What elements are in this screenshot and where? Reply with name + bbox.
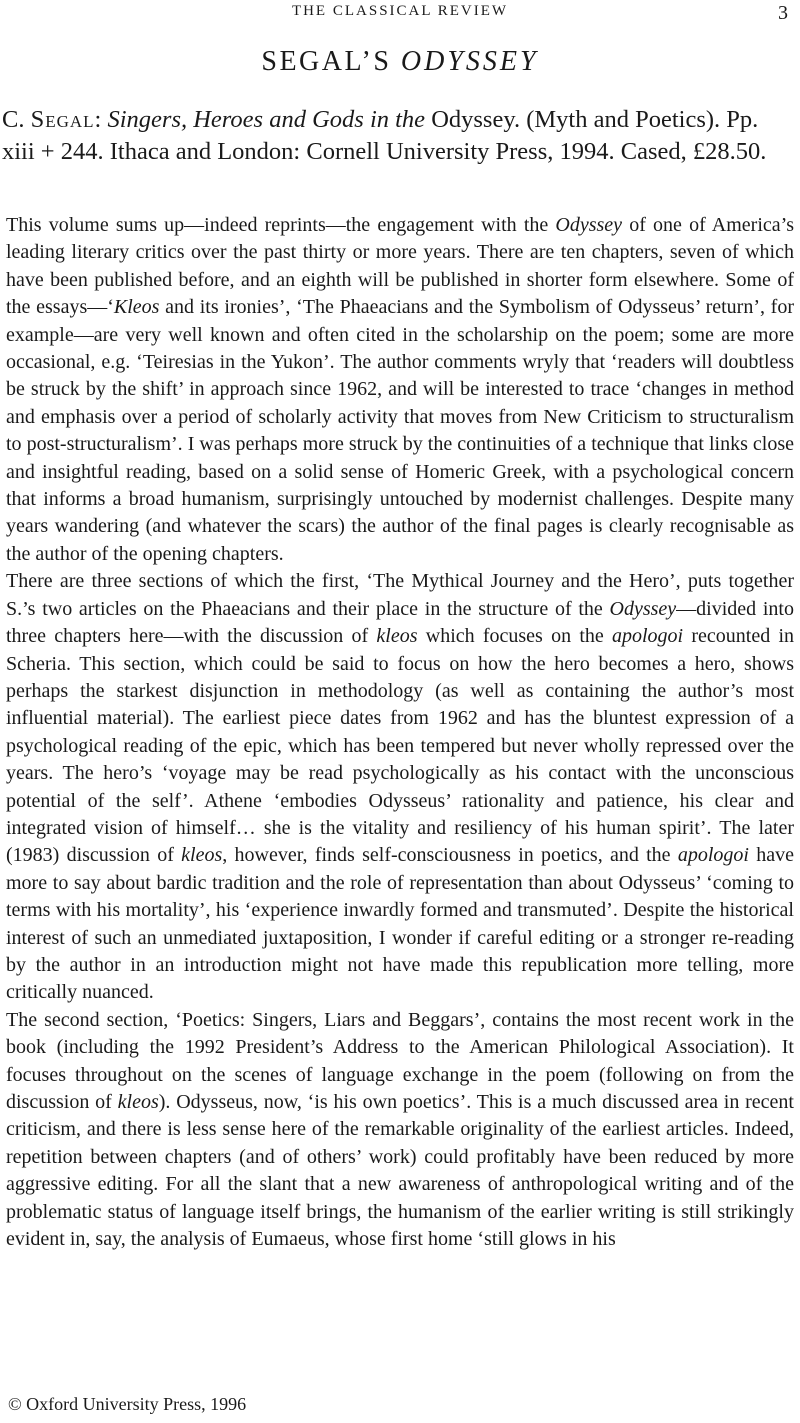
paragraph-text: This volume sums up—indeed reprints—the engagement with the — [6, 214, 556, 236]
paragraph-text: and its ironies’, ‘The Phaeacians and the Symbolism of Odysseus’ return’, for example—are very well known and often cited in the scholarship on the poem; some are more occasional, e.g. ‘Teiresias in the Yukon’. The author comments wryly that ‘readers will doubtless be struck by the shift’ in approach since 1962, and will be interested to trace ‘changes in method and emphasis over a period of scholarly activity that moves from New Criticism to structuralism to post-structuralism’. I was perhaps more struck by the continuities of a technique that links close and insightful reading, based on a solid sense of Homeric Greek, with a psychological concern that informs a broad humanism, surprisingly untouched by modernist challenges. Despite many years wandering (and whatever the scars) the author of the final pages is clearly recognisable as the author of the opening chapters. — [6, 296, 795, 565]
citation-author-name: Segal — [30, 106, 95, 133]
italic-term: Kleos — [113, 296, 160, 319]
citation-book-title: Singers, Heroes and Gods in the — [107, 106, 426, 133]
article-title-italic: ODYSSEY — [400, 46, 539, 77]
paragraph-text: —divided into three chapters here—with the discussion of — [6, 597, 794, 648]
paragraph-text: recounted in Scheria. This section, which could be said to focus on how the hero becomes a hero, shows perhaps the starkest disjunction in methodology (as well as containing the author’s most influential material). The earliest piece dates from 1962 and has the bluntest expression of a psychological reading of the epic, which has been tempered but never wholly repressed over the years. The hero’s ‘voyage may be read psychologically as his contact with the unconscious potential of the self’. Athene ‘embodies Odysseus’ rationality and patience, his clear and integrated vision of himself… she is the vitality and resiliency of his human spirit’. The later (1983) discussion of — [6, 625, 795, 867]
article-title-prefix: SEGAL’S — [261, 46, 401, 77]
paragraph-text: ). Odysseus, now, ‘is his own poetics’. This is a much discussed area in recent criticism, and there is less sense here of the remarkable originality of the earliest articles. Indeed, repetition between chapters (and of others’ work) could profitably have been reduced by more aggressive editing. For all the slant that a new awareness of anthropological writing and of the problematic status of language itself brings, the humanism of the earlier writing is still strikingly evident in, say, the analysis of Eumaeus, whose first home ‘still glows in his — [6, 1091, 794, 1251]
body-paragraph — [6, 212, 794, 568]
citation-details: (Myth and Poetics). Pp. xiii + 244. Ithaca and London: Cornell University Press, 1994. Cased, £28.50. — [2, 106, 767, 165]
italic-term: apologoi — [677, 844, 749, 867]
citation-book-title-tail: Odyssey. — [425, 106, 521, 133]
italic-term: Odyssey — [555, 214, 623, 236]
paragraph-text: have more to say about bardic tradition and the role of representation than about Odysseus’ ‘coming to terms with his mortality’, his ‘experience inwardly formed and transmuted’. Despite the historical interest of such an unmediated juxtaposition, I wonder if careful editing or a stronger re-reading by the author in an introduction might not have made this republication more telling, more critically nuanced. — [6, 844, 794, 1004]
paragraph-text: , however, finds self-consciousness in poetics, and the — [222, 844, 678, 867]
copyright-footer: © Oxford University Press, 1996 — [8, 1394, 247, 1414]
paragraph-text: of one of America’s leading literary critics over the past thirty or more years. There are ten chapters, seven of which have been published before, and an eighth will be published in shorter form elsewhere. Some of the essays—‘ — [6, 214, 794, 319]
italic-term: Odyssey — [609, 597, 677, 620]
page-header — [0, 2, 800, 24]
italic-term: kleos — [117, 1091, 159, 1113]
italic-term: kleos — [181, 844, 223, 867]
body-paragraph — [6, 568, 794, 1007]
italic-term: kleos — [376, 625, 418, 648]
running-head: THE CLASSICAL REVIEW — [291, 3, 509, 19]
paragraph-text: There are three sections of which the first, ‘The Mythical Journey and the Hero’, puts together S.’s two articles on the Phaeacians and their place in the structure of the — [6, 570, 794, 620]
italic-term: apologoi — [612, 625, 684, 648]
article-title — [0, 46, 800, 78]
page-number: 3 — [778, 2, 788, 24]
book-citation — [2, 104, 792, 168]
paragraph-text: The second section, ‘Poetics: Singers, Liars and Beggars’, contains the most recent work in the book (including the 1992 President’s Address to the American Philological Association). It focuses throughout on the scenes of language exchange in the poem (following on from the discussion of — [6, 1008, 794, 1113]
body-paragraph — [6, 1007, 794, 1254]
review-body — [6, 212, 794, 1253]
citation-colon: : — [94, 106, 108, 133]
paragraph-text: which focuses on the — [417, 625, 612, 648]
citation-author-initial: C. — [2, 106, 31, 133]
